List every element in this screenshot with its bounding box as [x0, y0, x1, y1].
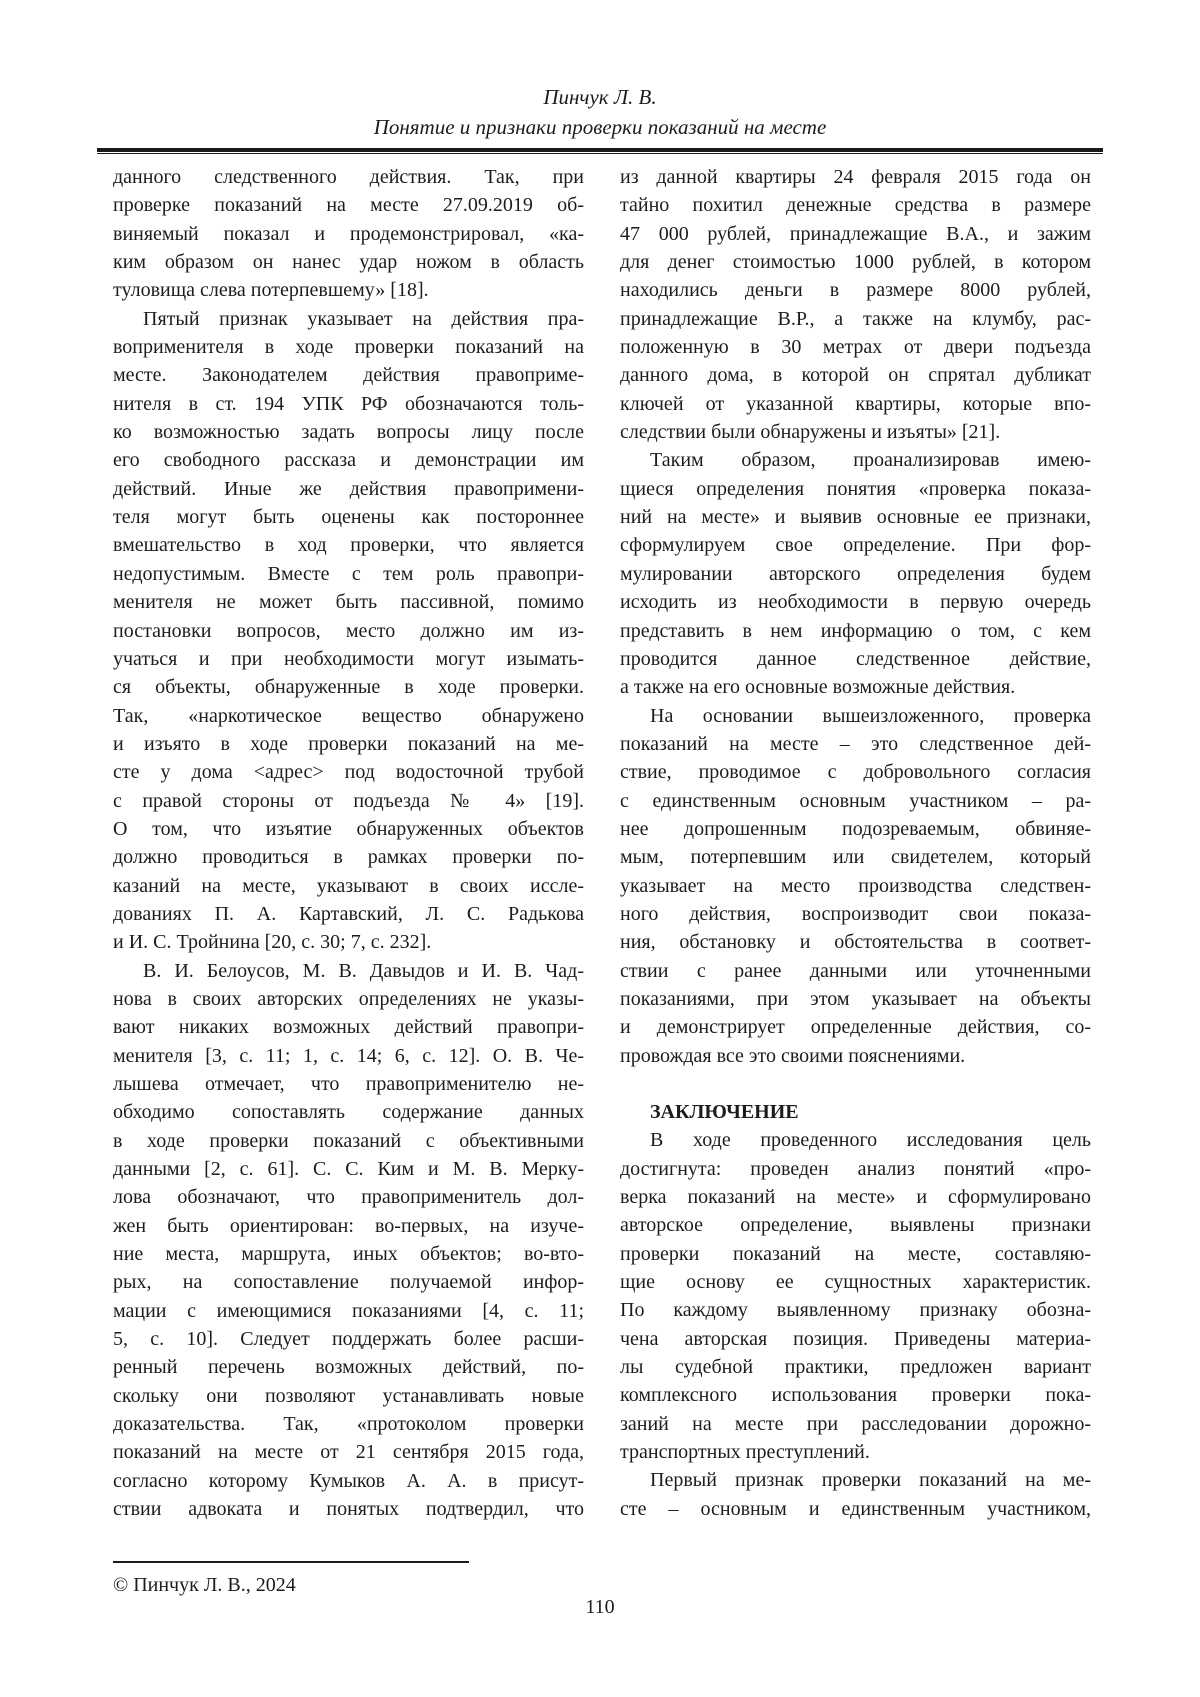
text-line: проверке показаний на месте 27.09.2019 об- [113, 194, 584, 217]
text-line: действий. Иные же действия правопримени- [113, 477, 584, 500]
text-line: следствии были обнаружены и изъяты» [21]. [620, 421, 1001, 444]
text-line: транспортных преступлений. [620, 1441, 870, 1464]
paragraph [113, 305, 584, 957]
text-line: ствии адвоката и понятых подтвердил, что [113, 1498, 584, 1521]
text-line: В ходе проведенного исследования цель [650, 1129, 1091, 1152]
page-number: 110 [585, 1596, 615, 1618]
text-line: менителя не может быть пассивной, помимо [113, 591, 584, 614]
text-line: а также на его основные возможные действия. [620, 676, 1016, 699]
text-line: тайно похитил денежные средства в размере [620, 194, 1091, 217]
text-line: недопустимым. Вместе с тем роль правопри- [113, 562, 584, 585]
text-line: жен быть ориентирован: во-первых, на изуче- [113, 1214, 584, 1237]
text-line: из данной квартиры 24 февраля 2015 года он [620, 166, 1091, 188]
text-line: виняемый показал и продемонстрировал, «ка- [113, 222, 584, 245]
text-line: положенную в 30 метрах от двери подъезда [620, 336, 1091, 359]
article-body [113, 163, 1091, 1524]
text-line: чена авторская позиция. Приведены материа- [620, 1327, 1091, 1350]
text-line: ствии с ранее данными или уточненными [620, 959, 1091, 982]
text-line: проверки показаний на месте, составляю- [620, 1242, 1091, 1265]
text-line: сформулируем свое определение. При фор- [620, 534, 1091, 557]
text-line: нее допрошенным подозреваемым, обвиняе- [620, 817, 1091, 840]
text-line: О том, что изъятие обнаруженных объектов [113, 817, 584, 840]
paragraph [620, 702, 1091, 1070]
text-line: Первый признак проверки показаний на ме- [650, 1469, 1091, 1492]
text-line: учаться и при необходимости могут изымать- [113, 647, 584, 670]
running-head [100, 82, 1100, 142]
text-line: Так, «наркотическое вещество обнаружено [113, 704, 584, 727]
text-line: с правой стороны от подъезда № 4» [19]. [113, 789, 584, 812]
section-heading [620, 1098, 1091, 1126]
text-line: должно проводиться в рамках проверки по- [113, 846, 584, 869]
footnote-rule [113, 1561, 469, 1563]
text-line: ким образом он нанес удар ножом в область [113, 251, 584, 274]
paragraph [620, 1466, 1091, 1523]
header-rule [97, 148, 1103, 154]
text-line: проводится данное следственное действие, [620, 647, 1091, 670]
text-line: для денег стоимостью 1000 рублей, в котором [620, 251, 1091, 274]
paragraph [620, 163, 1091, 446]
text-line: показаниями, при этом указывает на объекты [620, 987, 1091, 1010]
text-line: мулировании авторского определения будем [620, 562, 1091, 585]
text-line: представить в нем информацию о том, с кем [620, 619, 1091, 642]
text-line: лышева отмечает, что правоприменителю не- [113, 1073, 584, 1095]
text-line: исходить из необходимости в первую очередь [620, 591, 1091, 614]
text-line: ключей от указанной квартиры, которые впо- [620, 392, 1091, 415]
text-line: заний на месте при расследовании дорожно- [620, 1412, 1091, 1435]
text-line: ЗАКЛЮЧЕНИЕ [650, 1101, 799, 1123]
text-line: согласно которому Кумыков А. А. в присут- [113, 1469, 584, 1492]
running-head-title: Понятие и признаки проверки показаний на месте [373, 115, 827, 139]
text-line: постановки вопросов, место должно им из- [113, 619, 584, 642]
text-line: показаний на месте от 21 сентября 2015 года, [113, 1441, 584, 1464]
text-line: вают никаких возможных действий правопри- [113, 1016, 584, 1039]
text-line: Таким образом, проанализировав имею- [650, 449, 1091, 472]
text-line: указывает на место производства следствен- [620, 874, 1091, 897]
paragraph [620, 1126, 1091, 1466]
right-column [620, 163, 1091, 1524]
text-line: с единственным основным участником – ра- [620, 789, 1091, 812]
text-line: данного дома, в которой он спрятал дубликат [620, 364, 1091, 387]
text-line: По каждому выявленному признаку обозна- [620, 1299, 1091, 1322]
text-line: сте у дома <адрес> под водосточной трубой [113, 761, 584, 784]
text-line: и И. С. Тройнина [20, с. 30; 7, с. 232]. [113, 931, 432, 954]
text-line: комплексного использования проверки пока- [620, 1384, 1091, 1407]
text-line: показаний на месте – это следственное дей- [620, 732, 1091, 755]
text-line: ко возможностью задать вопросы лицу после [113, 421, 584, 444]
paragraph [113, 163, 584, 305]
text-line: ренный перечень возможных действий, по- [113, 1356, 584, 1379]
running-head-author: Пинчук Л. В. [543, 85, 657, 109]
text-line: провождая все это своими пояснениями. [620, 1044, 966, 1067]
text-line: вмешательство в ход проверки, что является [113, 534, 584, 557]
text-line: и изъято в ходе проверки показаний на ме- [113, 732, 584, 755]
text-line: щие основу ее сущностных характеристик. [620, 1271, 1091, 1294]
text-line: ние места, маршрута, иных объектов; во-вто- [113, 1243, 584, 1266]
text-line: В. И. Белоусов, М. В. Давыдов и И. В. Чад- [143, 959, 584, 982]
text-line: щиеся определения понятия «проверка показа- [620, 477, 1091, 500]
text-line: обходимо сопоставлять содержание данных [113, 1101, 584, 1124]
text-line: ний на месте» и выявив основные ее признаки, [620, 506, 1091, 529]
copyright-note: © Пинчук Л. В., 2024 [113, 1574, 296, 1596]
text-line: лы судебной практики, предложен вариант [620, 1356, 1091, 1379]
text-line: Пятый признак указывает на действия пра- [143, 307, 584, 330]
text-line: доказательства. Так, «протоколом проверки [113, 1413, 584, 1436]
text-line: нителя в ст. 194 УПК РФ обозначаются толь- [113, 392, 584, 415]
text-line: лова обозначают, что правоприменитель дол- [113, 1186, 584, 1209]
text-line: менителя [3, с. 11; 1, с. 14; 6, с. 12]. О. В. Че- [113, 1044, 584, 1067]
text-line: мым, потерпевшим или свидетелем, который [620, 846, 1091, 869]
text-line: мации с имеющимися показаниями [4, с. 11; [113, 1299, 584, 1322]
text-line: туловища слева потерпевшему» [18]. [113, 279, 429, 302]
text-line: казаний на месте, указывают в своих иссле- [113, 874, 584, 897]
text-line: 47 000 рублей, принадлежащие В.А., и зажим [620, 222, 1091, 245]
text-line: месте. Законодателем действия правоприме- [113, 364, 584, 387]
text-line: воприменителя в ходе проверки показаний на [113, 336, 584, 359]
text-line: в ходе проверки показаний с объективными [113, 1129, 584, 1152]
text-line: принадлежащие В.Р., а также на клумбу, рас- [620, 307, 1091, 330]
text-line: находились деньги в размере 8000 рублей, [620, 279, 1091, 302]
text-line: ствие, проводимое с добровольного согласия [620, 761, 1091, 784]
text-line: скольку они позволяют устанавливать новые [113, 1384, 584, 1407]
text-line: сте – основным и единственным участником, [620, 1497, 1091, 1520]
text-line: теля могут быть оценены как постороннее [113, 506, 584, 529]
text-line: его свободного рассказа и демонстрации им [113, 449, 584, 472]
text-line: ния, обстановку и обстоятельства в соответ- [620, 931, 1091, 954]
text-line: данными [2, с. 61]. С. С. Ким и М. В. Мерку- [113, 1158, 584, 1181]
text-line: нова в своих авторских определениях не указы- [113, 987, 584, 1010]
text-line: На основании вышеизложенного, проверка [650, 704, 1091, 727]
text-line: и демонстрирует определенные действия, со- [620, 1016, 1091, 1039]
text-line: ся объекты, обнаруженные в ходе проверки. [113, 676, 584, 699]
left-column [113, 163, 584, 1524]
text-line: верка показаний на месте» и сформулировано [620, 1186, 1091, 1209]
paragraph [620, 446, 1091, 701]
text-line: ного действия, воспроизводит свои показа- [620, 902, 1091, 925]
text-line: достигнута: проведен анализ понятий «про- [620, 1157, 1091, 1180]
paragraph [113, 957, 584, 1524]
text-line: дованиях П. А. Картавский, Л. С. Радькова [113, 902, 584, 925]
text-line: 5, с. 10]. Следует поддержать более расши- [113, 1328, 584, 1351]
text-line: авторское определение, выявлены признаки [620, 1214, 1091, 1237]
text-line: данного следственного действия. Так, при [113, 166, 584, 188]
text-line: рых, на сопоставление получаемой инфор- [113, 1271, 584, 1294]
